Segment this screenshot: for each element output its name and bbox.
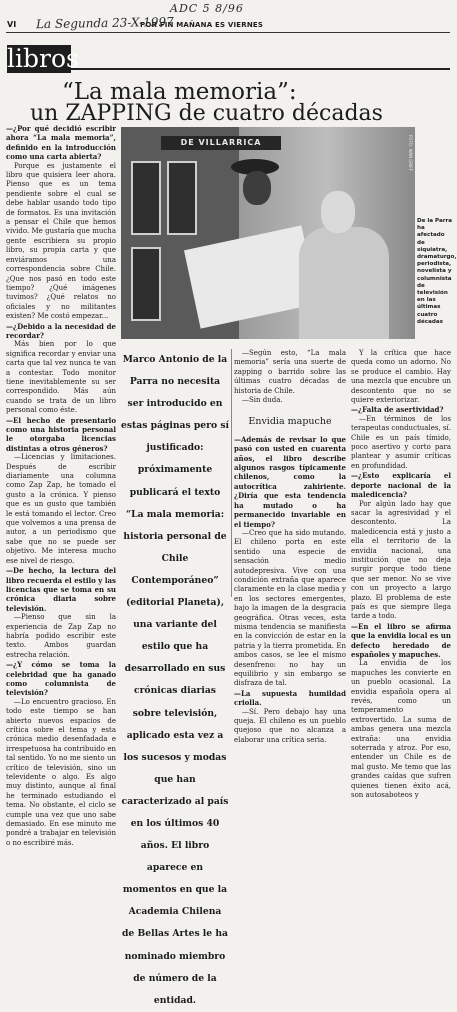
interview-question: —De hecho, la lectura del libro recuerda el estilo y las licencias que se toma en su crónica diaria sobre televisión.: [6, 566, 116, 613]
section-rule: [71, 68, 450, 70]
photo-face-masked: [243, 171, 271, 205]
interview-question: —¿Falta de asertividad?: [351, 405, 444, 415]
interview-answer: —Pienso que sin la experiencia de Zap Zap no habría podido escribir este texto. Ambos guardan estrecha relación.: [6, 613, 116, 659]
interview-question: —¿Debido a la necesidad de recordar?: [6, 321, 116, 340]
page-number: VI: [7, 20, 17, 29]
article-column-3: [351, 349, 451, 800]
handwritten-source-date: La Segunda 23-X-1997: [35, 14, 174, 32]
interview-answer: Y la crítica que hace queda como un adorno. No se produce el cambio. Hay una mezcla que encubre un descontento que no se quiere exteriorizar.: [351, 349, 451, 405]
article-column-1: [6, 124, 116, 847]
photo-window: [131, 247, 161, 321]
interview-answer: —Creo que ha sido mutando. El chileno porta en este sentido una especie de sensación medio autodepresiva. Vive con una condición extraña que aparece claramente en la clase media y en los sectores emergentes, bajo la imagen de la desgracia geográfica. Otras veces, esta misma tendencia se manifiesta en la convicción de estar en la patria y la tierra prometida. En ambos casos, se lee el mismo desenfreno: no hay un equilibrio y sin embargo se disfraza de tal.: [234, 528, 346, 688]
interview-answer: La envidia de los mapuches les convierte en un pueblo ocasional. La envidia española opera al revés, como un temperamento extrovertido. La suma de ambas genera una mezcla extraña: una envidia soterrada y atroz. Por eso, entender un Chile es de mal gusto. Me temo que las grandes caídas que sufren quienes tienen éxito acá, son autosaboteos y: [351, 659, 451, 800]
interview-question: —¿Esto explicaría el deporte nacional de la maledicencia?: [351, 471, 451, 500]
interview-question: —La supuesta humildad criolla.: [234, 688, 346, 708]
photo-window: [167, 161, 197, 235]
headline-line-2: un ZAPPING de cuatro décadas: [30, 101, 383, 126]
handwritten-archive-code: ADC 5 8/96: [170, 2, 244, 15]
interview-answer: —En términos de los terapeutas conductuales, sí. Chile es un país tímido, poco asertivo y corto para plantear y asumir críticas en profundidad.: [351, 414, 451, 470]
pull-quote: Marco Antonio de la Parra no necesita ser introducido en estas páginas pero sí justificado: próximamente publicará el texto “La mala memoria: historia personal de Chile Contemporáneo” (editorial Planeta), una variante del estilo que ha desarrollado en sus crónicas diarias sobre televisión, aplicado esta vez a los sucesos y modas que han caracterizado al país en los últimos 40 años. El libro aparece en momentos en que la Academia Chilena de Bellas Artes le ha nominado miembro de número de la entidad.: [121, 354, 229, 1006]
interview-answer: —Licencias y limitaciones. Después de escribir diariamente una columna como Zap Zap, he tomado el gusto a la crónica. Y pienso que es un gusto que también le está tomando el lector. Creo que volvemos a una prensa de autor, a un periodismo que sabe que no se puede ser objetivo. Me interesa mucho ese nivel de riesgo.: [6, 453, 116, 565]
subheading: Envidia mapuche: [248, 416, 332, 428]
article-photo: [121, 127, 415, 339]
article-column-2: [234, 349, 346, 744]
interview-answer: Porque es justamente el libro que quisiera leer ahora. Pienso que es un tema pendiente sobre el cual se debe hablar usando todo tipo de formatos. Es una invitación a pensar el Chile que hemos vivido. Me gustaría que mucha gente escribiera su propio libro, su propia carta y que enviáramos una correspondencia sobre Chile. ¿Que nos pasó en todo este tiempo? ¿Qué imágenes tuvimos? ¿Qué relatos no oficiales y no militantes existen? Me costó empezar...: [6, 161, 116, 321]
photo-author-body: [299, 227, 389, 339]
interview-question: —¿Y cómo se toma la celebridad que ha ganado como columnista de televisión?: [6, 660, 116, 698]
interview-question: —En el libro se afirma que la envidia local es un defecto heredado de españoles y mapuches.: [351, 621, 451, 659]
interview-answer: Por algún lado hay que sacar la agresividad y el descontento. La maledicencia está y justo a ella el territorio de la envidia nacional, una institución que no deja surgir porque todo tiene que ser menor. No se vive con un proyecto a largo plazo. El problema de este país es que siempre llega tarde a todo.: [351, 499, 451, 621]
photo-author-face: [321, 191, 355, 233]
headline-line-1: “La mala memoria”:: [62, 79, 297, 105]
section-strip: POR FIN MAÑANA ES VIERNES: [140, 21, 264, 29]
interview-answer: Más bien por lo que significa recordar y enviar una carta que tal vez nunca te van a contestar. Todo monitor tiene inevitablemente su ser correspondido. Más aún cuando se trata de un libro personal como éste.: [6, 340, 116, 415]
interview-answer: —Según esto, “La mala memoria” sería una suerte de zapping o barrido sobre las últimas cuatro décadas de historia de Chile.: [234, 349, 346, 395]
column-divider: [231, 349, 232, 597]
interview-answer: —Sí. Pero debajo hay una queja. El chileno es un pueblo quejoso que no alcanza a elaborar una crítica seria.: [234, 707, 346, 744]
interview-question: —El hecho de presentarlo como una historia personal le otorgaba licencias distintas a otros géneros?: [6, 415, 116, 453]
header-rule: [6, 32, 450, 33]
photo-sign: DE VILLARRICA: [161, 136, 281, 150]
photo-caption: De la Parra ha afectado de siquiatra, dramaturgo, periodista, novelista y columnista de televisión en las últimas cuatro décadas: [417, 218, 457, 325]
photo-window: [131, 161, 161, 235]
interview-question: —Además de revisar lo que pasó con usted en cuarenta años, el libro describe algunos rasgos típicamente chilenos, como la autocrítica zahiriente. ¿Diría que esta tendencia ha mutado o ha permanecido invariable en el tiempo?: [234, 434, 346, 529]
section-label: libros: [7, 44, 79, 73]
interview-question: —¿Por qué decidió escribir ahora “La mala memoria”, definido en la introducción como una carta abierta?: [6, 124, 116, 162]
interview-answer: —Lo encuentro gracioso. En todo este tiempo se han abierto nuevos espacios de crítica sobre el tema y esta crónica medio desenfadada e irrespetuosa ha contribuido en tal sentido. Yo no me siento un crítico de televisión, sino un televidente o algo. Es algo muy distinto, aunque al final he terminado estudiando el tema. No obstante, el ciclo se cumple una vez que uno sabe demasiado. En ese minuto me pondré a trabajar en televisión o no escribiré más.: [6, 697, 116, 847]
photo-credit: FOTO: IVAN GRIFF: [408, 135, 413, 171]
interview-answer: —Sin duda.: [242, 396, 283, 405]
